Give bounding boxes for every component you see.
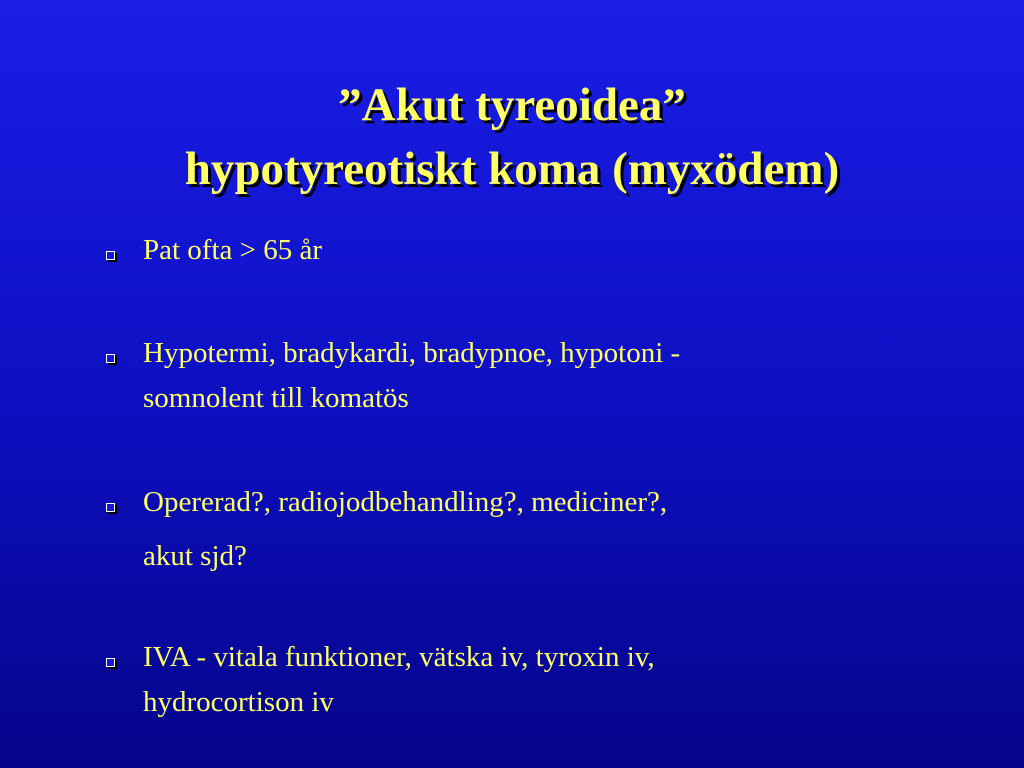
bullet-2-line-2: somnolent till komatös <box>143 382 409 414</box>
title-line-2: hypotyreotiskt koma (myxödem) <box>184 143 840 195</box>
bullet-3-line-2: akut sjd? <box>143 540 247 572</box>
square-bullet-icon <box>106 354 115 363</box>
bullet-4-line-2: hydrocortison iv <box>143 686 334 718</box>
bullet-1-line-1: Pat ofta > 65 år <box>143 234 323 266</box>
square-bullet-icon <box>106 658 115 667</box>
square-bullet-icon <box>106 503 115 512</box>
bullet-2-line-1: Hypotermi, bradykardi, bradypnoe, hypotoni - <box>143 337 681 369</box>
bullet-3-line-1: Opererad?, radiojodbehandling?, mediciner?, <box>143 486 668 518</box>
bullet-4-line-1: IVA - vitala funktioner, vätska iv, tyroxin iv, <box>143 641 655 673</box>
square-bullet-icon <box>106 251 115 260</box>
title-line-1: ”Akut tyreoidea” <box>338 79 686 131</box>
